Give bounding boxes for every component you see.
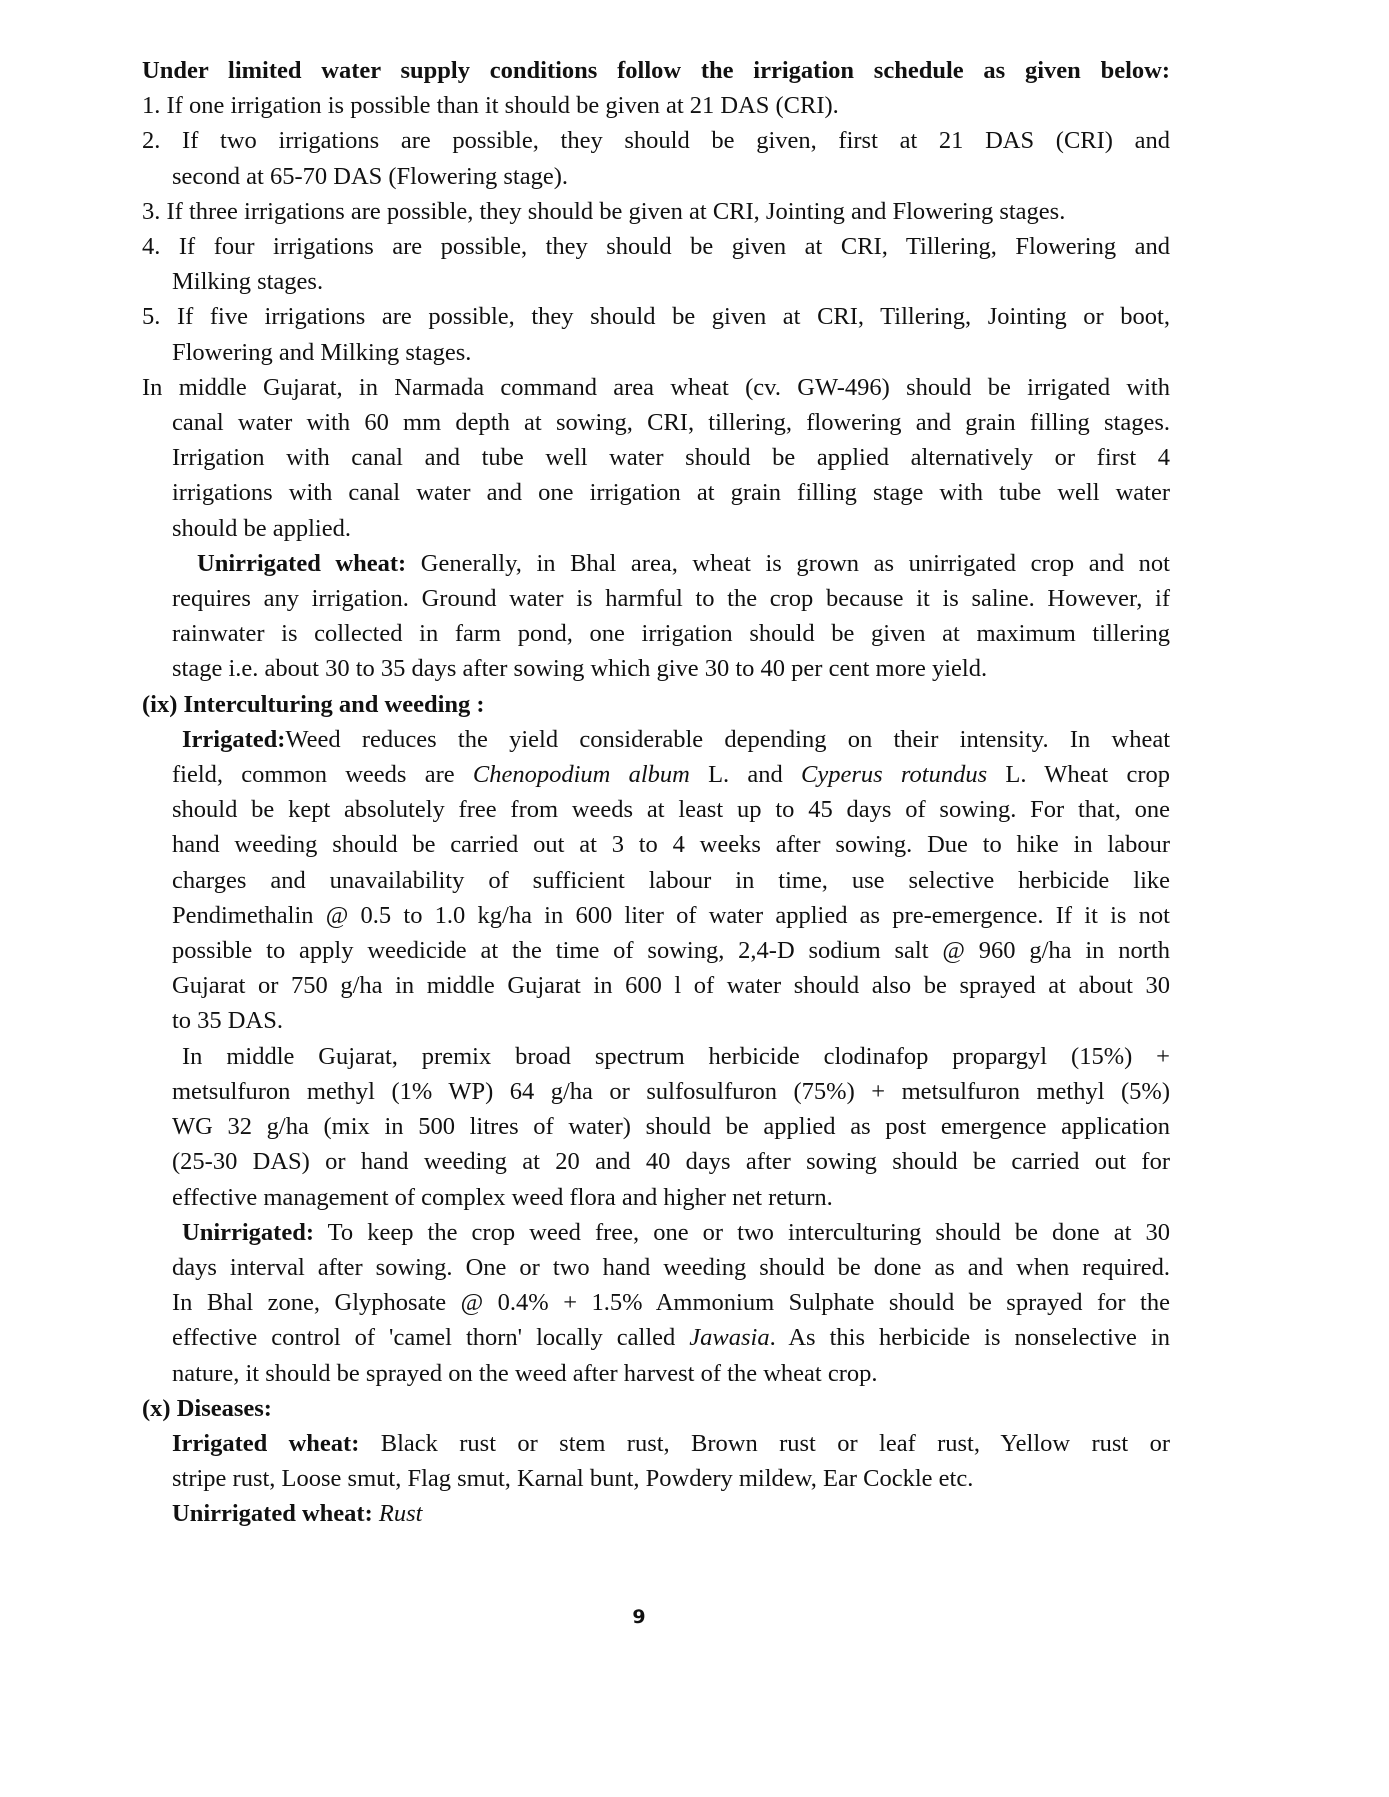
weeding-irrigated-line: charges and unavailability of sufficient labour in time, use selective herbicide like bbox=[172, 866, 1170, 894]
premix-paragraph-line: WG 32 g/ha (mix in 500 litres of water) should be applied as post emergence application bbox=[172, 1113, 1170, 1141]
diseases-irrigated-label: Irrigated wheat: bbox=[172, 1429, 360, 1457]
weeding-unirrigated-paragraph: Unirrigated: To keep the crop weed free, one or two interculturing should be done at 30 bbox=[182, 1218, 1170, 1246]
narmada-paragraph-line: In middle Gujarat, in Narmada command area wheat (cv. GW-496) should be irrigated with bbox=[142, 373, 1170, 401]
weeding-irrigated-line: field, common weeds are Chenopodium album L. and Cyperus rotundus L. Wheat crop bbox=[172, 761, 1170, 789]
premix-paragraph-line: effective management of complex weed flora and higher net return. bbox=[172, 1183, 833, 1211]
premix-paragraph-line: metsulfuron methyl (1% WP) 64 g/ha or sulfosulfuron (75%) + metsulfuron methyl (5%) bbox=[172, 1077, 1170, 1105]
unirrigated-wheat-label: Unirrigated wheat: bbox=[197, 549, 407, 577]
section-x-heading: (x) Diseases: bbox=[142, 1394, 272, 1422]
weeding-irrigated-line: should be kept absolutely free from weeds at least up to 45 days of sowing. For that, one bbox=[172, 796, 1170, 824]
schedule-heading: Under limited water supply conditions follow the irrigation schedule as given below: bbox=[142, 57, 1170, 84]
page-number: 9 bbox=[632, 1606, 646, 1628]
weed-species-name: Chenopodium album bbox=[472, 761, 690, 789]
schedule-item-3: 3. If three irrigations are possible, they should be given at CRI, Jointing and Flowering stages. bbox=[142, 197, 1066, 225]
weeding-irrigated-paragraph: Irrigated:Weed reduces the yield considerable depending on their intensity. In wheat bbox=[182, 725, 1170, 753]
weeding-unirrigated-line: effective control of 'camel thorn' locally called Jawasia. As this herbicide is nonselective in bbox=[172, 1324, 1170, 1352]
weeding-unirrigated-line: nature, it should be sprayed on the weed after harvest of the wheat crop. bbox=[172, 1359, 878, 1387]
schedule-item-2-cont: second at 65-70 DAS (Flowering stage). bbox=[172, 162, 569, 190]
unirrigated-wheat-line: stage i.e. about 30 to 35 days after sowing which give 30 to 40 per cent more yield. bbox=[172, 655, 988, 683]
schedule-item-2: 2. If two irrigations are possible, they should be given, first at 21 DAS (CRI) and bbox=[142, 127, 1170, 155]
narmada-paragraph-line: Irrigation with canal and tube well water should be applied alternatively or first 4 bbox=[172, 444, 1170, 472]
narmada-paragraph-line: should be applied. bbox=[172, 514, 351, 542]
premix-paragraph-line: In middle Gujarat, premix broad spectrum herbicide clodinafop propargyl (15%) + bbox=[182, 1042, 1170, 1070]
local-weed-name: Jawasia bbox=[689, 1324, 770, 1352]
schedule-item-4: 4. If four irrigations are possible, they should be given at CRI, Tillering, Flowering and bbox=[142, 233, 1170, 261]
weeding-irrigated-line: possible to apply weedicide at the time of sowing, 2,4-D sodium salt @ 960 g/ha in north bbox=[172, 937, 1170, 965]
schedule-item-1: 1. If one irrigation is possible than it should be given at 21 DAS (CRI). bbox=[142, 92, 839, 120]
diseases-unirrigated-label: Unirrigated wheat: bbox=[172, 1500, 373, 1528]
diseases-irrigated-paragraph: Irrigated wheat: Black rust or stem rust, Brown rust or leaf rust, Yellow rust or bbox=[172, 1429, 1170, 1457]
weeding-unirrigated-line: In Bhal zone, Glyphosate @ 0.4% + 1.5% Ammonium Sulphate should be sprayed for the bbox=[172, 1289, 1170, 1317]
section-ix-heading: (ix) Interculturing and weeding : bbox=[142, 690, 485, 718]
unirrigated-wheat-line: requires any irrigation. Ground water is harmful to the crop because it is saline. However, if bbox=[172, 585, 1170, 613]
weeding-irrigated-line: Gujarat or 750 g/ha in middle Gujarat in 600 l of water should also be sprayed at about 30 bbox=[172, 972, 1170, 1000]
unirrigated-wheat-paragraph: Unirrigated wheat: Generally, in Bhal area, wheat is grown as unirrigated crop and not bbox=[197, 549, 1170, 577]
weeding-irrigated-line: hand weeding should be carried out at 3 to 4 weeks after sowing. Due to hike in labour bbox=[172, 831, 1170, 859]
schedule-item-5: 5. If five irrigations are possible, they should be given at CRI, Tillering, Jointing or boot, bbox=[142, 303, 1170, 331]
weeding-irrigated-label: Irrigated: bbox=[182, 725, 286, 753]
narmada-paragraph-line: canal water with 60 mm depth at sowing, CRI, tillering, flowering and grain filling stages. bbox=[172, 409, 1170, 437]
weeding-unirrigated-label: Unirrigated: bbox=[182, 1218, 314, 1246]
narmada-paragraph-line: irrigations with canal water and one irrigation at grain filling stage with tube well water bbox=[172, 479, 1170, 507]
weeding-irrigated-line: to 35 DAS. bbox=[172, 1007, 283, 1035]
premix-paragraph-line: (25-30 DAS) or hand weeding at 20 and 40 days after sowing should be carried out for bbox=[172, 1148, 1170, 1176]
unirrigated-wheat-line: rainwater is collected in farm pond, one irrigation should be given at maximum tillering bbox=[172, 620, 1170, 648]
weeding-unirrigated-line: days interval after sowing. One or two hand weeding should be done as and when required. bbox=[172, 1253, 1170, 1281]
diseases-unirrigated-line bbox=[142, 1496, 1170, 1531]
diseases-unirrigated-value: Rust bbox=[372, 1500, 423, 1528]
schedule-item-5-cont: Flowering and Milking stages. bbox=[172, 338, 472, 366]
weed-species-name: Cyperus rotundus bbox=[801, 761, 988, 789]
schedule-item-4-cont: Milking stages. bbox=[172, 268, 324, 296]
weeding-irrigated-line: Pendimethalin @ 0.5 to 1.0 kg/ha in 600 liter of water applied as pre-emergence. If it is not bbox=[172, 901, 1170, 929]
document-page bbox=[142, 53, 1170, 1532]
diseases-irrigated-line: stripe rust, Loose smut, Flag smut, Karnal bunt, Powdery mildew, Ear Cockle etc. bbox=[172, 1465, 974, 1493]
